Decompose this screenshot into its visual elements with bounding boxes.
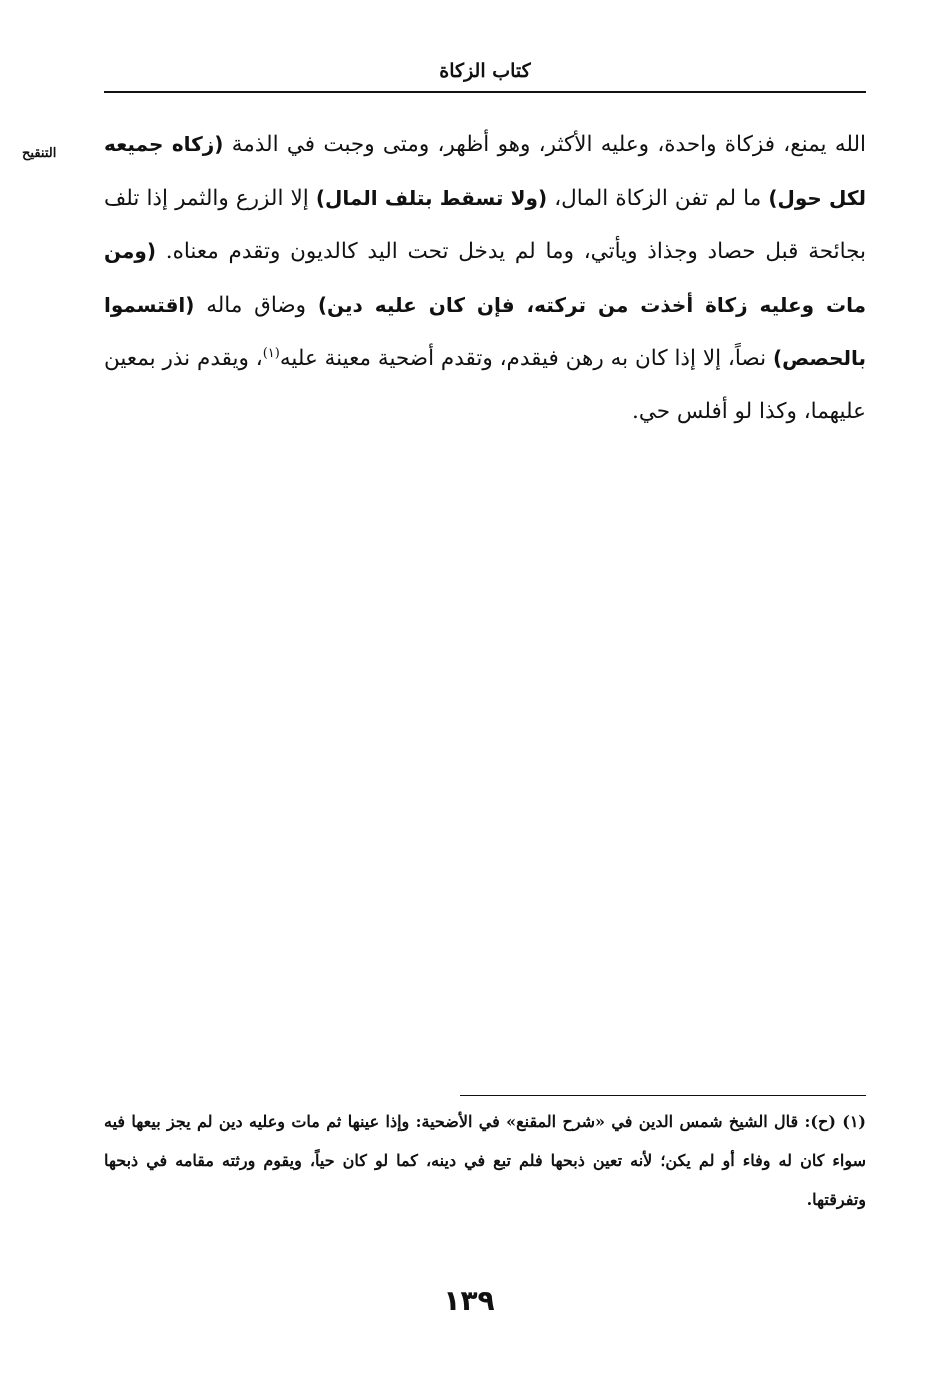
matn-text-bold: (ولا تسقط بتلف المال): [315, 185, 548, 210]
footnote-rule: [460, 1095, 866, 1096]
main-text: [104, 118, 866, 439]
running-title: كتاب الزكاة: [439, 60, 531, 82]
header-rule: [104, 91, 866, 93]
matn-text-bold: (ومن مات وعليه زكاة أخذت من تركته، فإن كان عليه دين): [104, 239, 866, 317]
sharh-text: نصاً، إلا إذا كان به رهن فيقدم، وتقدم أضحية معينة عليه: [279, 346, 773, 372]
footnote: [104, 1102, 866, 1219]
sharh-text: ما لم تفن الزكاة المال،: [547, 185, 769, 211]
footnote-reference: (١): [262, 346, 280, 362]
matn-text-bold: (زكاه جميعه لكل حول): [104, 132, 866, 210]
sharh-text: وضاق ماله: [194, 292, 318, 318]
marginal-note: التنقيح: [22, 146, 57, 161]
sharh-text: إلا الزرع والثمر إذا تلف بجائحة قبل حصاد وجذاذ ويأتي، وما لم يدخل تحت اليد كالديون وتقدم معناه.: [104, 185, 866, 265]
page-number: ١٣٩: [443, 1284, 495, 1317]
sharh-text: ، ويقدم نذر بمعين عليهما، وكذا لو أفلس حي.: [104, 346, 866, 424]
main-paragraph: [104, 118, 866, 439]
sharh-text: الله يمنع، فزكاة واحدة، وعليه الأكثر، وهو أظهر، ومتى وجبت في الذمة: [223, 132, 866, 157]
footnote-text: (١) (ح): قال الشيخ شمس الدين في «شرح المقنع» في الأضحية: وإذا عينها ثم مات وعليه دين لم يجز بيعها فيه سواء كان له وفاء أو لم يكن؛ لأنه تعين ذبحها فلم تبع في دينه، كما لو كان حياً، ويقوم ورثته مقامه في ذبحها وتفرقتها.: [104, 1112, 866, 1209]
matn-text-bold: (اقتسموا بالحصص): [104, 292, 867, 371]
